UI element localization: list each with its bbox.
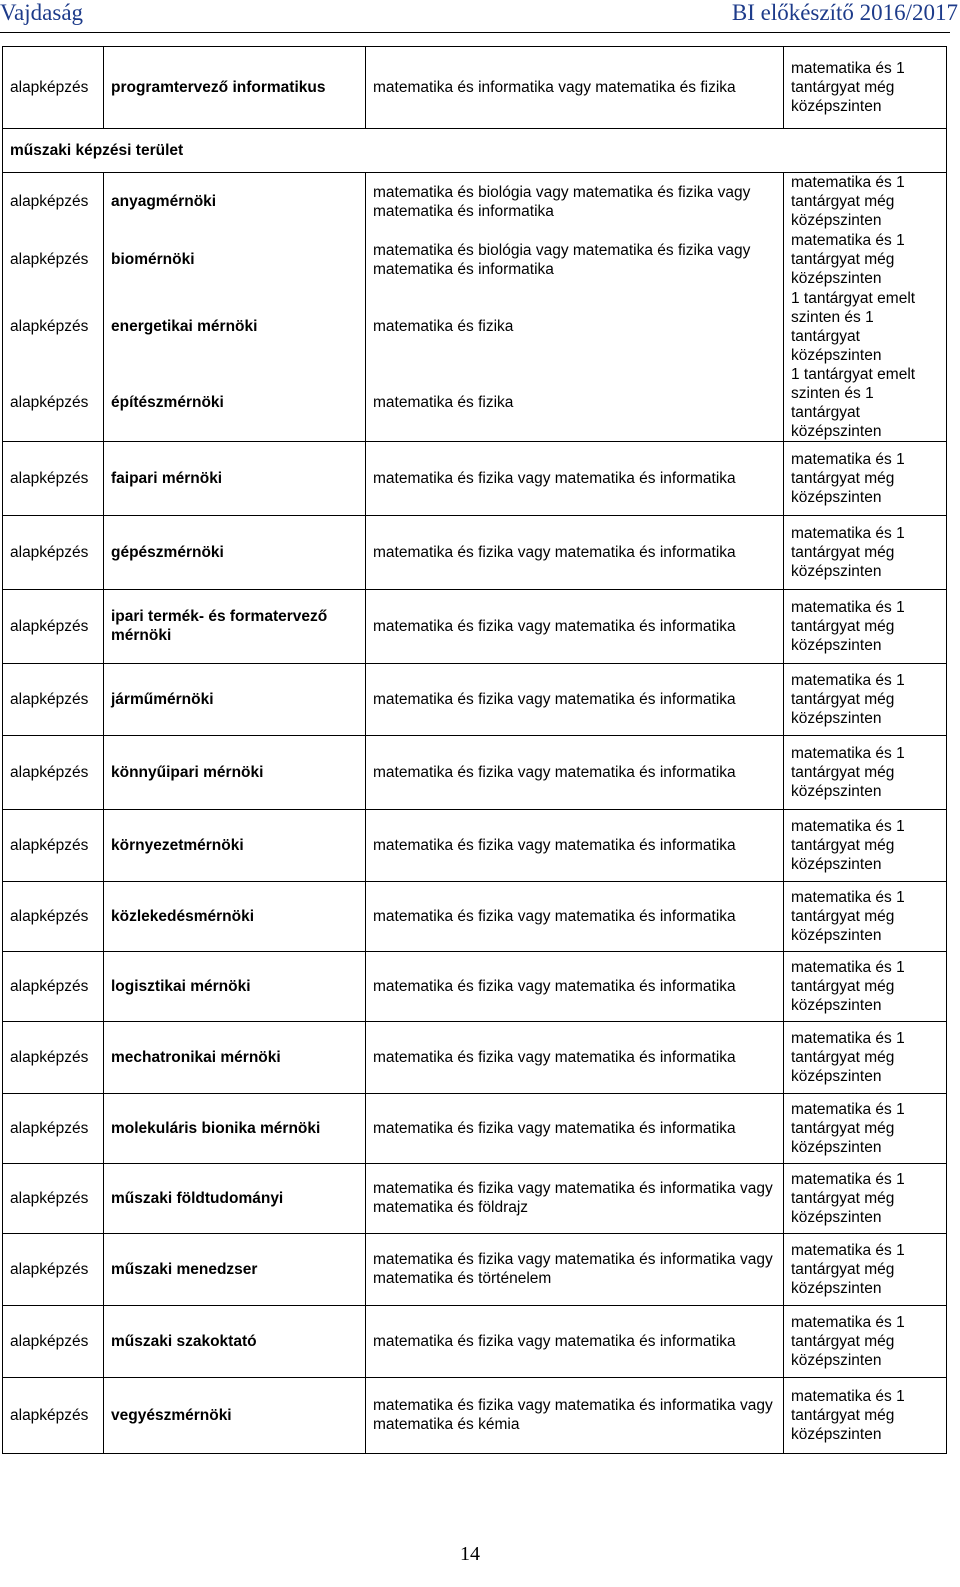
row-type: alapképzés	[3, 515, 104, 589]
row-note: matematika és 1 tantárgyat még középszinten	[784, 1093, 947, 1163]
row-program: járműmérnöki	[104, 663, 366, 735]
row-note: matematika és 1 tantárgyat még középszinten	[784, 173, 947, 231]
row-program: anyagmérnöki	[104, 173, 366, 231]
row-program: műszaki szakoktató	[104, 1305, 366, 1377]
row-program: programtervező informatikus	[104, 47, 366, 129]
table-row	[3, 47, 947, 129]
row-note: matematika és 1 tantárgyat még középszinten	[784, 881, 947, 951]
row-type: alapképzés	[3, 1093, 104, 1163]
row-note: matematika és 1 tantárgyat még középszinten	[784, 1305, 947, 1377]
row-note: matematika és 1 tantárgyat még középszinten	[784, 951, 947, 1021]
row-subjects: matematika és fizika vagy matematika és informatika vagy matematika és földrajz	[366, 1163, 784, 1233]
row-subjects: matematika és fizika vagy matematika és informatika	[366, 1305, 784, 1377]
row-note: matematika és 1 tantárgyat még középszinten	[784, 47, 947, 129]
row-note: matematika és 1 tantárgyat még középszinten	[784, 1377, 947, 1453]
table-row	[3, 365, 947, 442]
row-subjects: matematika és fizika vagy matematika és informatika	[366, 881, 784, 951]
row-subjects: matematika és biológia vagy matematika és fizika vagy matematika és informatika	[366, 231, 784, 289]
row-note: matematika és 1 tantárgyat még középszinten	[784, 735, 947, 809]
page-header	[0, 0, 960, 32]
row-type: alapképzés	[3, 881, 104, 951]
row-type: alapképzés	[3, 1305, 104, 1377]
row-note: matematika és 1 tantárgyat még középszinten	[784, 589, 947, 663]
row-subjects: matematika és fizika vagy matematika és informatika	[366, 735, 784, 809]
row-note: matematika és 1 tantárgyat még középszinten	[784, 515, 947, 589]
row-type: alapképzés	[3, 809, 104, 881]
row-program: közlekedésmérnöki	[104, 881, 366, 951]
table-row	[3, 951, 947, 1021]
row-program: környezetmérnöki	[104, 809, 366, 881]
table-row	[3, 1093, 947, 1163]
row-note: matematika és 1 tantárgyat még középszinten	[784, 1021, 947, 1093]
row-type: alapképzés	[3, 441, 104, 515]
table-row	[3, 289, 947, 365]
row-program: építészmérnöki	[104, 365, 366, 442]
row-type: alapképzés	[3, 735, 104, 809]
row-program: műszaki menedzser	[104, 1233, 366, 1305]
row-type: alapképzés	[3, 589, 104, 663]
row-subjects: matematika és fizika vagy matematika és informatika	[366, 951, 784, 1021]
table-row	[3, 881, 947, 951]
table-row	[3, 663, 947, 735]
row-note: matematika és 1 tantárgyat még középszinten	[784, 231, 947, 289]
section-row	[3, 129, 947, 173]
section-title: műszaki képzési terület	[3, 129, 947, 173]
row-subjects: matematika és informatika vagy matematika és fizika	[366, 47, 784, 129]
row-program: molekuláris bionika mérnöki	[104, 1093, 366, 1163]
row-program: biomérnöki	[104, 231, 366, 289]
row-subjects: matematika és fizika	[366, 289, 784, 365]
row-program: energetikai mérnöki	[104, 289, 366, 365]
row-subjects: matematika és fizika vagy matematika és informatika vagy matematika és történelem	[366, 1233, 784, 1305]
row-program: vegyészmérnöki	[104, 1377, 366, 1453]
row-subjects: matematika és fizika vagy matematika és informatika	[366, 515, 784, 589]
table-row	[3, 809, 947, 881]
table-row	[3, 231, 947, 289]
row-program: mechatronikai mérnöki	[104, 1021, 366, 1093]
table-row	[3, 1163, 947, 1233]
header-course-title: BI előkészítő 2016/2017	[731, 0, 958, 25]
row-note: 1 tantárgyat emelt szinten és 1 tantárgyat középszinten	[784, 289, 947, 365]
header-rule	[0, 32, 950, 33]
row-subjects: matematika és fizika vagy matematika és informatika	[366, 441, 784, 515]
row-type: alapképzés	[3, 47, 104, 129]
admission-table	[2, 46, 947, 1454]
table-row	[3, 1021, 947, 1093]
row-type: alapképzés	[3, 1377, 104, 1453]
row-program: könnyűipari mérnöki	[104, 735, 366, 809]
page-number: 14	[460, 1543, 480, 1565]
table-row	[3, 173, 947, 231]
row-type: alapképzés	[3, 365, 104, 442]
row-subjects: matematika és fizika vagy matematika és informatika	[366, 809, 784, 881]
row-type: alapképzés	[3, 173, 104, 231]
row-program: logisztikai mérnöki	[104, 951, 366, 1021]
table-row	[3, 589, 947, 663]
row-type: alapképzés	[3, 289, 104, 365]
table-row	[3, 735, 947, 809]
row-note: matematika és 1 tantárgyat még középszinten	[784, 663, 947, 735]
row-subjects: matematika és biológia vagy matematika és fizika vagy matematika és informatika	[366, 173, 784, 231]
row-note: matematika és 1 tantárgyat még középszinten	[784, 1163, 947, 1233]
row-type: alapképzés	[3, 951, 104, 1021]
row-type: alapképzés	[3, 663, 104, 735]
row-type: alapképzés	[3, 1163, 104, 1233]
row-subjects: matematika és fizika vagy matematika és informatika	[366, 663, 784, 735]
row-note: matematika és 1 tantárgyat még középszinten	[784, 441, 947, 515]
row-subjects: matematika és fizika vagy matematika és informatika	[366, 1021, 784, 1093]
row-program: gépészmérnöki	[104, 515, 366, 589]
row-subjects: matematika és fizika vagy matematika és informatika	[366, 589, 784, 663]
row-type: alapképzés	[3, 1233, 104, 1305]
table-row	[3, 1377, 947, 1453]
row-program: faipari mérnöki	[104, 441, 366, 515]
row-subjects: matematika és fizika vagy matematika és informatika	[366, 1093, 784, 1163]
table-row	[3, 515, 947, 589]
row-program: műszaki földtudományi	[104, 1163, 366, 1233]
row-note: matematika és 1 tantárgyat még középszinten	[784, 809, 947, 881]
row-subjects: matematika és fizika vagy matematika és informatika vagy matematika és kémia	[366, 1377, 784, 1453]
row-note: 1 tantárgyat emelt szinten és 1 tantárgyat középszinten	[784, 365, 947, 442]
table-row	[3, 441, 947, 515]
row-subjects: matematika és fizika	[366, 365, 784, 442]
header-region-title: Vajdaság	[0, 0, 84, 25]
table-row	[3, 1305, 947, 1377]
row-type: alapképzés	[3, 1021, 104, 1093]
row-type: alapképzés	[3, 231, 104, 289]
table-row	[3, 1233, 947, 1305]
row-program: ipari termék- és formatervező mérnöki	[104, 589, 366, 663]
row-note: matematika és 1 tantárgyat még középszinten	[784, 1233, 947, 1305]
